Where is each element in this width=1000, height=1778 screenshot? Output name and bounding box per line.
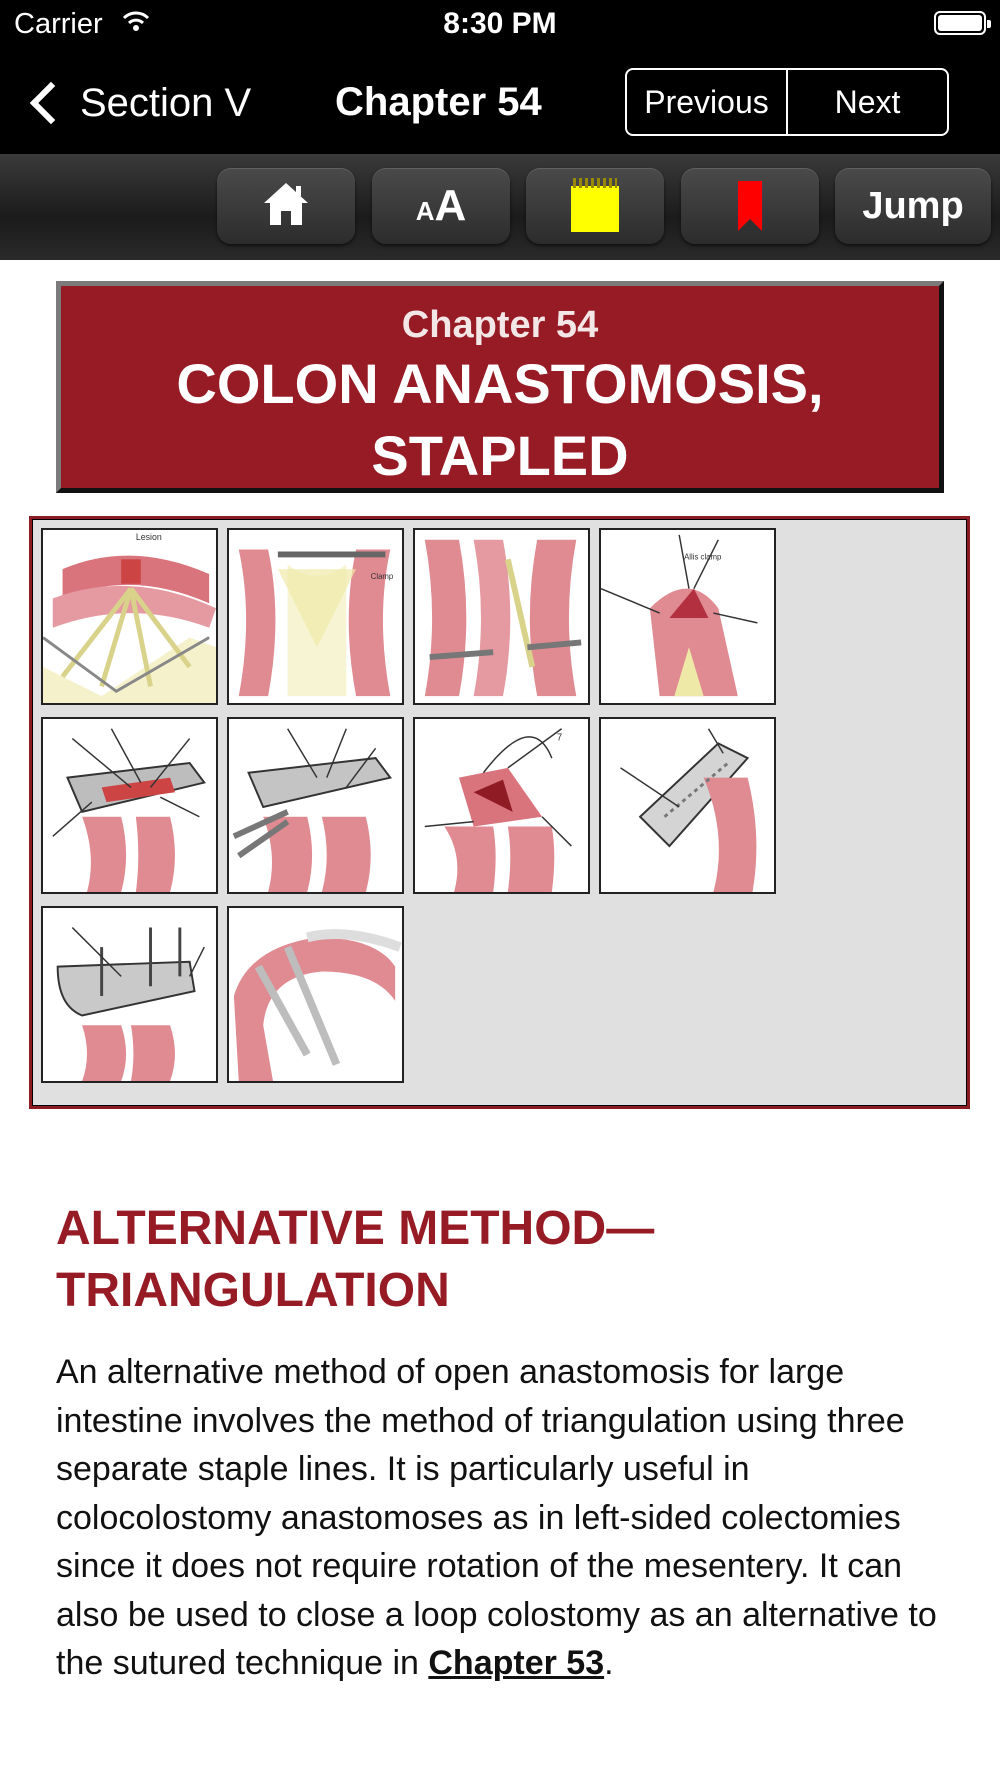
battery-icon xyxy=(934,11,986,35)
prev-next-segmented-control xyxy=(625,68,949,136)
chevron-left-icon xyxy=(30,82,72,124)
section-heading-line1: ALTERNATIVE METHOD— xyxy=(56,1202,655,1255)
figure-thumbnail-1[interactable] xyxy=(41,528,218,705)
section-body xyxy=(56,1348,956,1688)
surgical-illustration xyxy=(229,719,402,892)
home-icon xyxy=(261,179,311,234)
chapter-53-link[interactable]: Chapter 53 xyxy=(428,1644,605,1682)
figure-2-label: Clamp xyxy=(370,571,394,581)
figure-thumbnail-10[interactable] xyxy=(227,906,404,1083)
figure-thumbnail-6[interactable] xyxy=(227,717,404,894)
carrier-label: Carrier xyxy=(14,8,103,40)
surgical-illustration xyxy=(601,719,774,892)
page-title: Chapter 54 xyxy=(335,80,542,124)
font-size-button[interactable] xyxy=(372,168,510,244)
toolbar xyxy=(0,154,1000,260)
figure-thumbnail-4[interactable] xyxy=(599,528,776,705)
figure-gallery xyxy=(29,516,970,1109)
surgical-illustration xyxy=(43,908,216,1081)
surgical-illustration xyxy=(229,530,402,703)
figure-4-label: Allis clamp xyxy=(684,552,722,562)
chapter-banner xyxy=(56,281,944,493)
bookmark-button[interactable] xyxy=(681,168,819,244)
figure-thumbnail-7[interactable] xyxy=(413,717,590,894)
notepad-icon xyxy=(571,186,619,232)
surgical-illustration xyxy=(601,530,774,703)
notes-button[interactable] xyxy=(526,168,664,244)
home-button[interactable] xyxy=(217,168,355,244)
surgical-illustration xyxy=(415,719,588,892)
banner-title-line1: COLON ANASTOMOSIS, xyxy=(176,352,824,415)
navigation-bar xyxy=(0,50,1000,154)
back-button[interactable] xyxy=(24,76,251,130)
section-heading-line2: TRIANGULATION xyxy=(56,1264,450,1317)
back-label: Section V xyxy=(80,80,252,125)
figure-1-label: Lesion xyxy=(135,531,162,542)
surgical-illustration xyxy=(43,530,216,703)
next-button[interactable]: Next xyxy=(786,70,947,134)
status-bar xyxy=(0,0,1000,50)
jump-button[interactable]: Jump xyxy=(835,168,991,244)
figure-thumbnail-2[interactable] xyxy=(227,528,404,705)
body-text: An alternative method of open anastomosis for large intestine involves the method of triangulation using three separate staple lines. It is particularly useful in colocolostomy anastomoses as in left-sided colectomies since it does not require rotation of the mesentery. It can also be used to close a loop colostomy as an alternative to the sutured technique in xyxy=(56,1353,937,1682)
section-heading xyxy=(56,1198,956,1322)
previous-button[interactable]: Previous xyxy=(644,83,769,120)
surgical-illustration xyxy=(415,530,588,703)
body-text-end: . xyxy=(604,1644,614,1682)
figure-thumbnail-9[interactable] xyxy=(41,906,218,1083)
bookmark-icon xyxy=(738,181,762,231)
surgical-illustration xyxy=(229,908,402,1081)
surgical-illustration xyxy=(43,719,216,892)
banner-chapter-number: Chapter 54 xyxy=(401,304,599,346)
figure-thumbnail-8[interactable] xyxy=(599,717,776,894)
font-size-icon: AA xyxy=(415,181,467,230)
figure-7-label: 7 xyxy=(556,732,563,744)
figure-thumbnail-5[interactable] xyxy=(41,717,218,894)
banner-title-line2: STAPLED xyxy=(371,424,629,487)
clock: 8:30 PM xyxy=(443,7,557,40)
figure-thumbnail-3[interactable] xyxy=(413,528,590,705)
